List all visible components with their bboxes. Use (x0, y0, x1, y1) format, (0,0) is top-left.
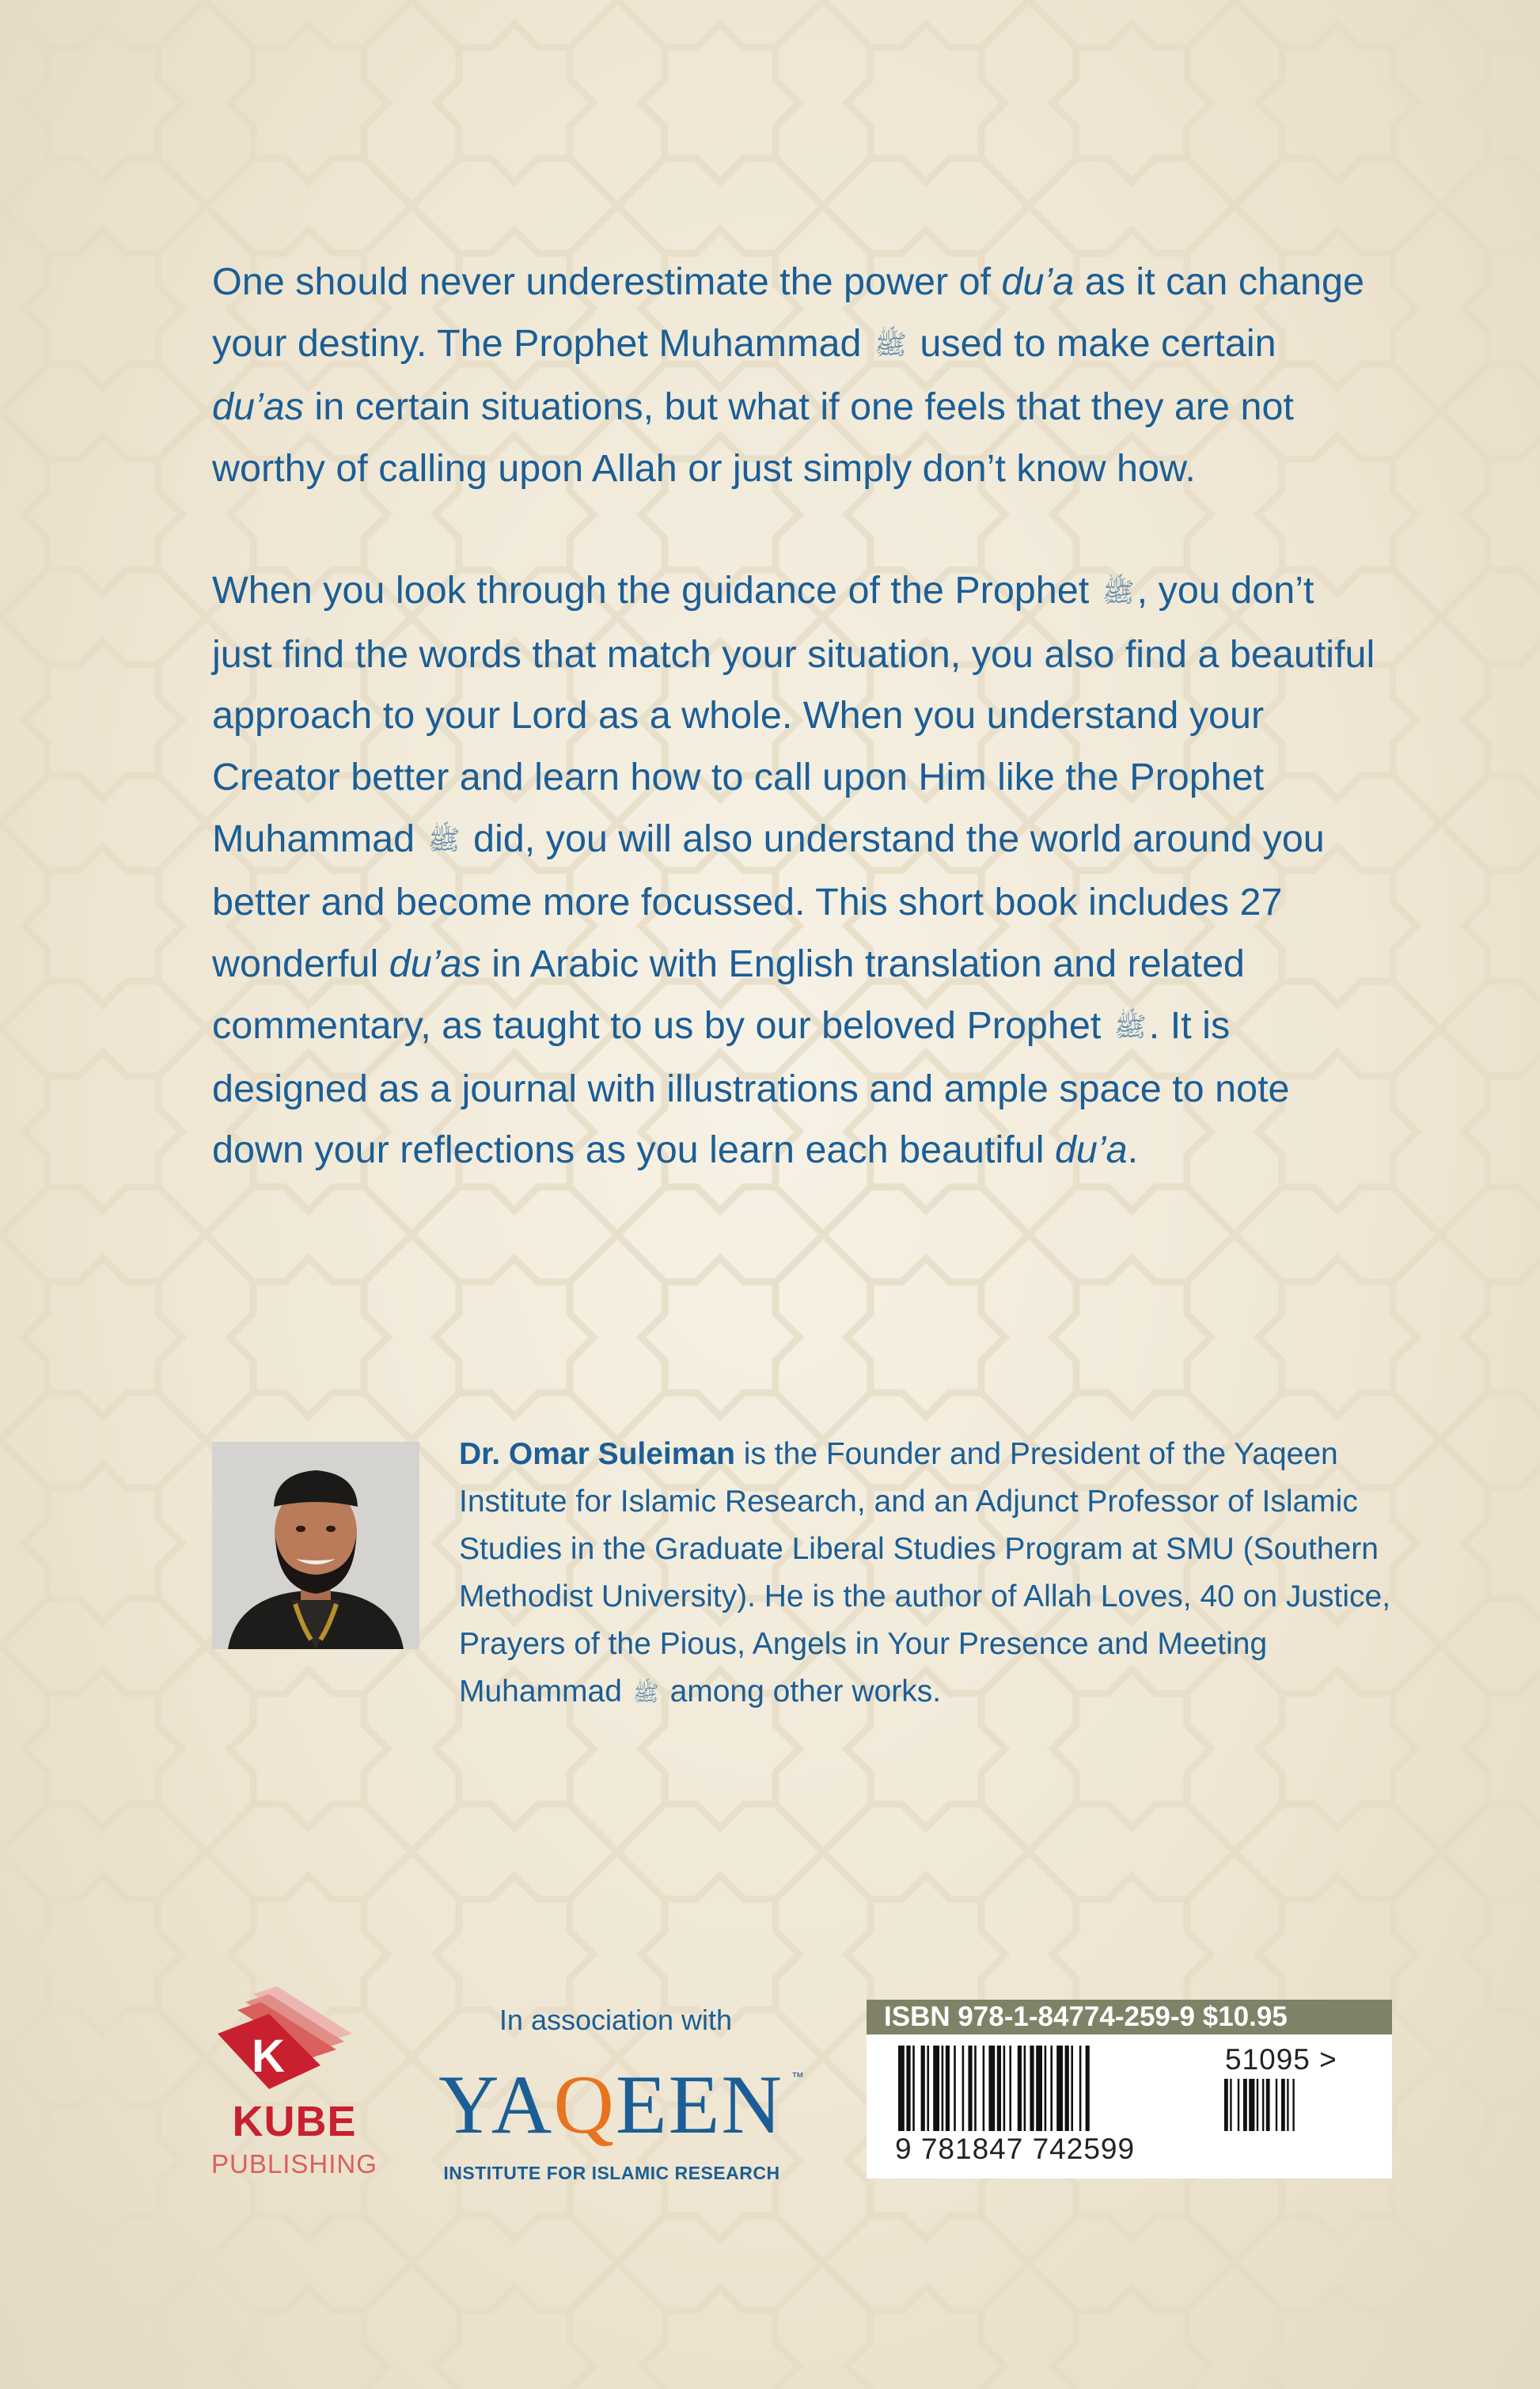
barcode-bar (906, 2046, 910, 2131)
barcode (867, 2000, 1392, 2179)
price-bar (1281, 2079, 1285, 2131)
publisher-sub: PUBLISHING (211, 2149, 377, 2179)
salawat-symbol: ﷺ (1113, 1011, 1147, 1042)
author-name: Dr. Omar Suleiman (459, 1437, 735, 1471)
barcode-bar (1009, 2046, 1011, 2131)
italic-term: du’a (1054, 1128, 1128, 1172)
barcode-bar (942, 2046, 944, 2131)
publisher-name: KUBE (232, 2098, 357, 2145)
barcode-bar (933, 2046, 939, 2131)
price-code: 51095 > (1225, 2043, 1337, 2076)
bio-text: among other works. (661, 1674, 942, 1708)
author-photo (212, 1442, 419, 1649)
yaqeen-subtitle: INSTITUTE FOR ISLAMIC RESEARCH (443, 2163, 780, 2183)
price-bar (1292, 2079, 1294, 2131)
barcode-bar (983, 2046, 985, 2131)
association-label: In association with (499, 2004, 733, 2036)
barcode-bar (946, 2046, 950, 2131)
barcode-bar (898, 2046, 905, 2131)
text: One should never underestimate the power of (212, 260, 1002, 303)
price-bar (1287, 2079, 1288, 2131)
salawat-symbol: ﷺ (632, 1680, 659, 1705)
text: as it can change your destiny. The Prophet Muhammad (212, 260, 1364, 365)
italic-term: du’as (389, 942, 481, 985)
price-bar (1238, 2079, 1239, 2131)
text: in certain situations, but what if one feels that they are not worthy of calling upon Allah or just simply don’t know how. (212, 385, 1294, 490)
italic-term: du’as (212, 385, 304, 428)
barcode-bar (988, 2046, 995, 2131)
price-bar (1243, 2079, 1247, 2131)
barcode-bar (1036, 2046, 1042, 2131)
price-bar (1257, 2079, 1258, 2131)
text: used to make certain (908, 321, 1276, 365)
price-bar (1266, 2079, 1270, 2131)
yaqeen-q: Q (553, 2058, 616, 2151)
yaqeen-logo (413, 2057, 809, 2152)
price-bar (1249, 2079, 1254, 2131)
barcode-digits: 9 781847 742599 (895, 2133, 1136, 2165)
book-description (212, 252, 1375, 1181)
barcode-bar (1065, 2046, 1069, 2131)
barcode-bar (921, 2046, 925, 2131)
description-paragraph-2 (212, 560, 1375, 1181)
text: , you don’t just find the words that match your situation, you also find a beautiful approach to your Lord as a whole. When you understand your Creator better and learn how to call upon Him like the Prophet Muhammad (212, 569, 1375, 860)
isbn-price: ISBN 978-1-84774-259-9 $10.95 (867, 2000, 1392, 2034)
description-paragraph-1 (212, 252, 1375, 499)
kube-logo-letter: K (252, 2031, 285, 2082)
barcode-bar (1079, 2046, 1082, 2131)
price-bar (1224, 2079, 1228, 2131)
text: . (1127, 1128, 1139, 1172)
barcode-bar (997, 2046, 1001, 2131)
barcode-bar (1071, 2046, 1073, 2131)
salawat-symbol: ﷺ (1102, 577, 1135, 608)
barcode-bar (1018, 2046, 1022, 2131)
yaqeen-text: EEN (615, 2058, 783, 2151)
bio-text: is the Founder and President of the Yaqeen Institute for Islamic Research, and an Adjunct Professor of Islamic Studies in the Graduate Liberal Studies Program at SMU (Southern Methodist University). He is the author of Allah Loves, 40 on Justice, Prayers of the Pious, Angels in Your Presence and Meeting Muhammad (459, 1437, 1391, 1708)
barcode-bar (912, 2046, 915, 2131)
barcode-bar (954, 2046, 956, 2131)
barcode-bar (1024, 2046, 1026, 2131)
barcode-bar (974, 2046, 977, 2131)
barcode-bar (1050, 2046, 1053, 2131)
text: . It is designed as a journal with illustrations and ample space to note down your reflections as you learn each beautiful (212, 1003, 1290, 1172)
barcode-bar (968, 2046, 972, 2131)
text: did, you will also understand the world around you better and become more focussed. This short book includes 27 wonderful (212, 817, 1325, 985)
barcode-bar (1086, 2046, 1090, 2131)
trademark: ™ (791, 2071, 804, 2084)
barcode-bar (1056, 2046, 1063, 2131)
text: in Arabic with English translation and related commentary, as taught to us by our beloved Prophet (212, 942, 1245, 1047)
author-bio (459, 1431, 1393, 1717)
salawat-symbol: ﷺ (874, 330, 907, 361)
barcode-bar (1030, 2046, 1034, 2131)
italic-term: du’a (1001, 260, 1075, 303)
barcode-bar (927, 2046, 929, 2131)
price-bar (1262, 2079, 1264, 2131)
salawat-symbol: ﷺ (427, 825, 461, 856)
yaqeen-text: YA (438, 2058, 554, 2151)
text: When you look through the guidance of the Prophet (212, 569, 1100, 612)
price-bar (1276, 2079, 1277, 2131)
barcode-bar (1003, 2046, 1006, 2131)
barcode-bar (962, 2046, 965, 2131)
price-bar (1230, 2079, 1231, 2131)
barcode-bar (1045, 2046, 1047, 2131)
